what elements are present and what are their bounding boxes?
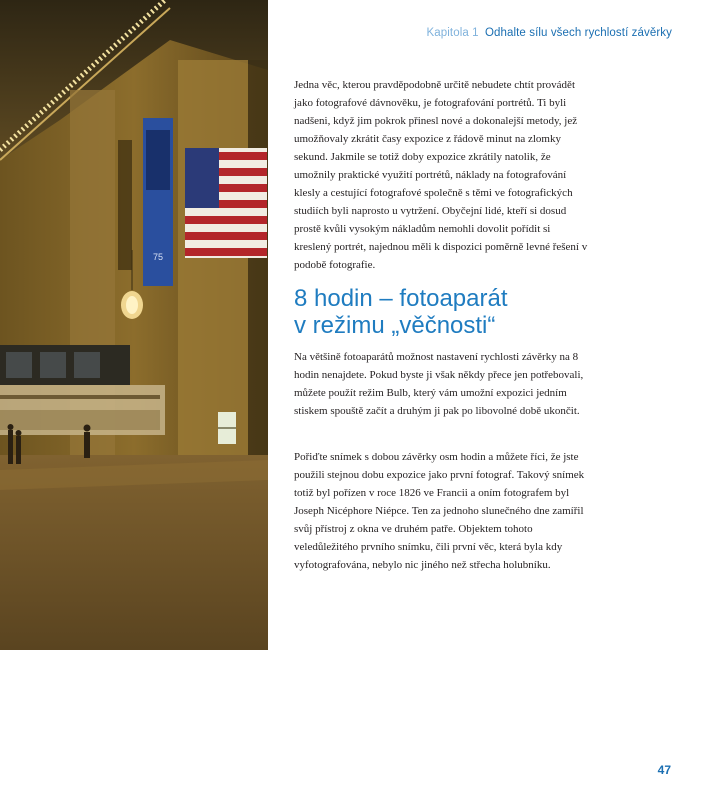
intro-paragraph: Jedna věc, kterou pravděpodobně určitě nebudete chtít provádět jako fotografové dávnověku, je fotografování portrétů. Ti byli nadšeni, když jim pokrok přinesl nové a dokonalejší metody, jež umožňovaly zkrátit časy expozice z řádově minut na zlomky sekund. Jakmile se totiž doby expozice zkrátily natolik, že umožnily praktické využití portrétů, náklady na fotografování klesly a cestující fotografové společně s těmi ve fotografických studiích byli naprosto u vytržení. Obyčejní lidé, kteří si dosud prostě kvůli vysokým nákladům nemohli dovolit pořídit si kreslený portrét, najednou měli k dispozici poměrně levné řešení v podobě fotografie. xyxy=(294,79,588,271)
section-heading xyxy=(294,285,624,339)
section-heading-line-2: v režimu „věčnosti“ xyxy=(294,312,496,339)
grand-central-photo xyxy=(0,0,268,650)
column-right xyxy=(178,60,248,480)
chapter-title: Odhalte sílu všech rychlostí závěrky xyxy=(484,27,672,39)
wall-shadow xyxy=(248,60,268,480)
section-paragraph-1: Na většině fotoaparátů možnost nastavení rychlosti závěrky na 8 hodin nenajdete. Pokud byste ji však někdy přece jen potřebovali, můžete použít režim Bulb, který vám umožní expozici jedním stiskem spouště začít a druhým ji pak po libovolné době ukončit. xyxy=(294,351,584,417)
american-flag-icon xyxy=(185,148,267,258)
svg-text:75: 75 xyxy=(152,252,164,262)
page-number: 47 xyxy=(657,763,671,777)
section-paragraph-2: Pořiďte snímek s dobou závěrky osm hodin a můžete říci, že jste použili stejnou dobu expozice jako první fotograf. Takový snímek totiž byl pořízen v roce 1826 ve Francii a oním fotografem byl Joseph Nicéphore Niépce. Ten za jednoho slunečného dne zamířil svůj přístroj z okna ve druhém patře. Objektem tohoto veledůležitého prvního snímku, čili první věc, která byla kdy vyfotografována, nebylo nic jiného než střecha holubníku. xyxy=(294,451,585,571)
section-heading-line-1: 8 hodin – fotoaparát xyxy=(294,285,508,312)
chapter-label: Kapitola 1 xyxy=(426,27,479,39)
running-head xyxy=(427,27,673,39)
